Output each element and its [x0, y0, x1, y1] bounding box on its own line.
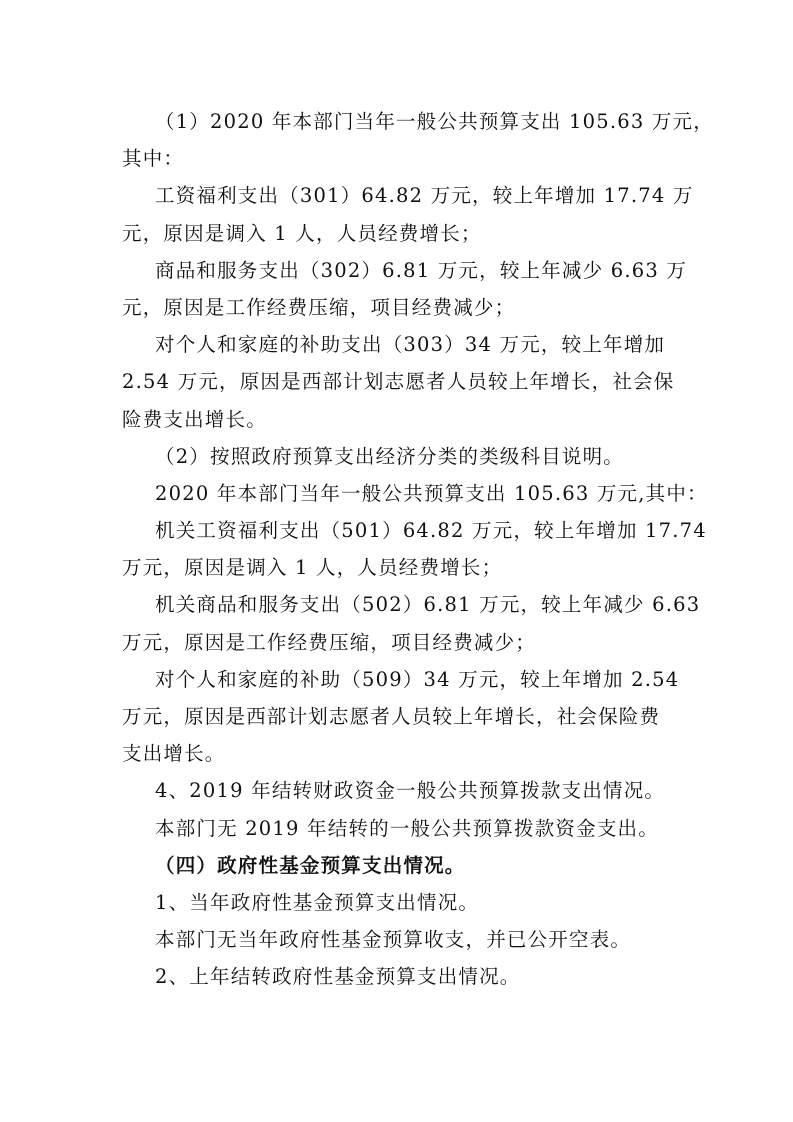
paragraph-line: 万元，原因是调入 1 人，人员经费增长；: [122, 556, 503, 580]
paragraph-line: 本部门无当年政府性基金预算收支，并已公开空表。: [155, 928, 632, 952]
section-heading: 2、上年结转政府性基金预算支出情况。: [155, 965, 521, 989]
paragraph-line: 2.54 万元，原因是西部计划志愿者人员较上年增长，社会保: [122, 370, 675, 394]
section-heading: 1、当年政府性基金预算支出情况。: [155, 890, 480, 914]
paragraph-line: 险费支出增长。: [122, 407, 267, 431]
paragraph-line: 元，原因是调入 1 人，人员经费增长；: [122, 221, 482, 245]
paragraph-line: 万元，原因是工作经费压缩，项目经费减少；: [122, 630, 537, 654]
paragraph-line: 对个人和家庭的补助支出（303）34 万元，较上年增加: [155, 333, 666, 357]
paragraph-line: （1）2020 年本部门当年一般公共预算支出 105.63 万元，: [155, 110, 714, 133]
paragraph-line: 支出增长。: [122, 742, 226, 766]
paragraph-line: 商品和服务支出（302）6.81 万元，较上年减少 6.63 万: [155, 258, 688, 282]
paragraph-line: 万元，原因是西部计划志愿者人员较上年增长，社会保险费: [122, 705, 661, 728]
paragraph-line: 其中：: [122, 147, 185, 171]
section-heading: 4、2019 年结转财政资金一般公共预算拨款支出情况。: [155, 779, 666, 803]
paragraph-line: 工资福利支出（301）64.82 万元，较上年增加 17.74 万: [155, 184, 694, 208]
paragraph-line: 机关工资福利支出（501）64.82 万元，较上年增加 17.74: [155, 519, 707, 543]
paragraph-line: 本部门无 2019 年结转的一般公共预算拨款资金支出。: [155, 816, 659, 840]
section-heading: （四）政府性基金预算支出情况。: [155, 853, 466, 877]
document-body: [122, 103, 714, 996]
paragraph-line: 机关商品和服务支出（502）6.81 万元，较上年减少 6.63: [155, 593, 701, 617]
paragraph-line: 2020 年本部门当年一般公共预算支出 105.63 万元,其中：: [155, 481, 708, 505]
paragraph-line: （2）按照政府预算支出经济分类的类级科目说明。: [155, 444, 625, 468]
paragraph-line: 元，原因是工作经费压缩，项目经费减少；: [122, 295, 516, 319]
paragraph-line: 对个人和家庭的补助（509）34 万元，较上年增加 2.54: [155, 667, 680, 691]
